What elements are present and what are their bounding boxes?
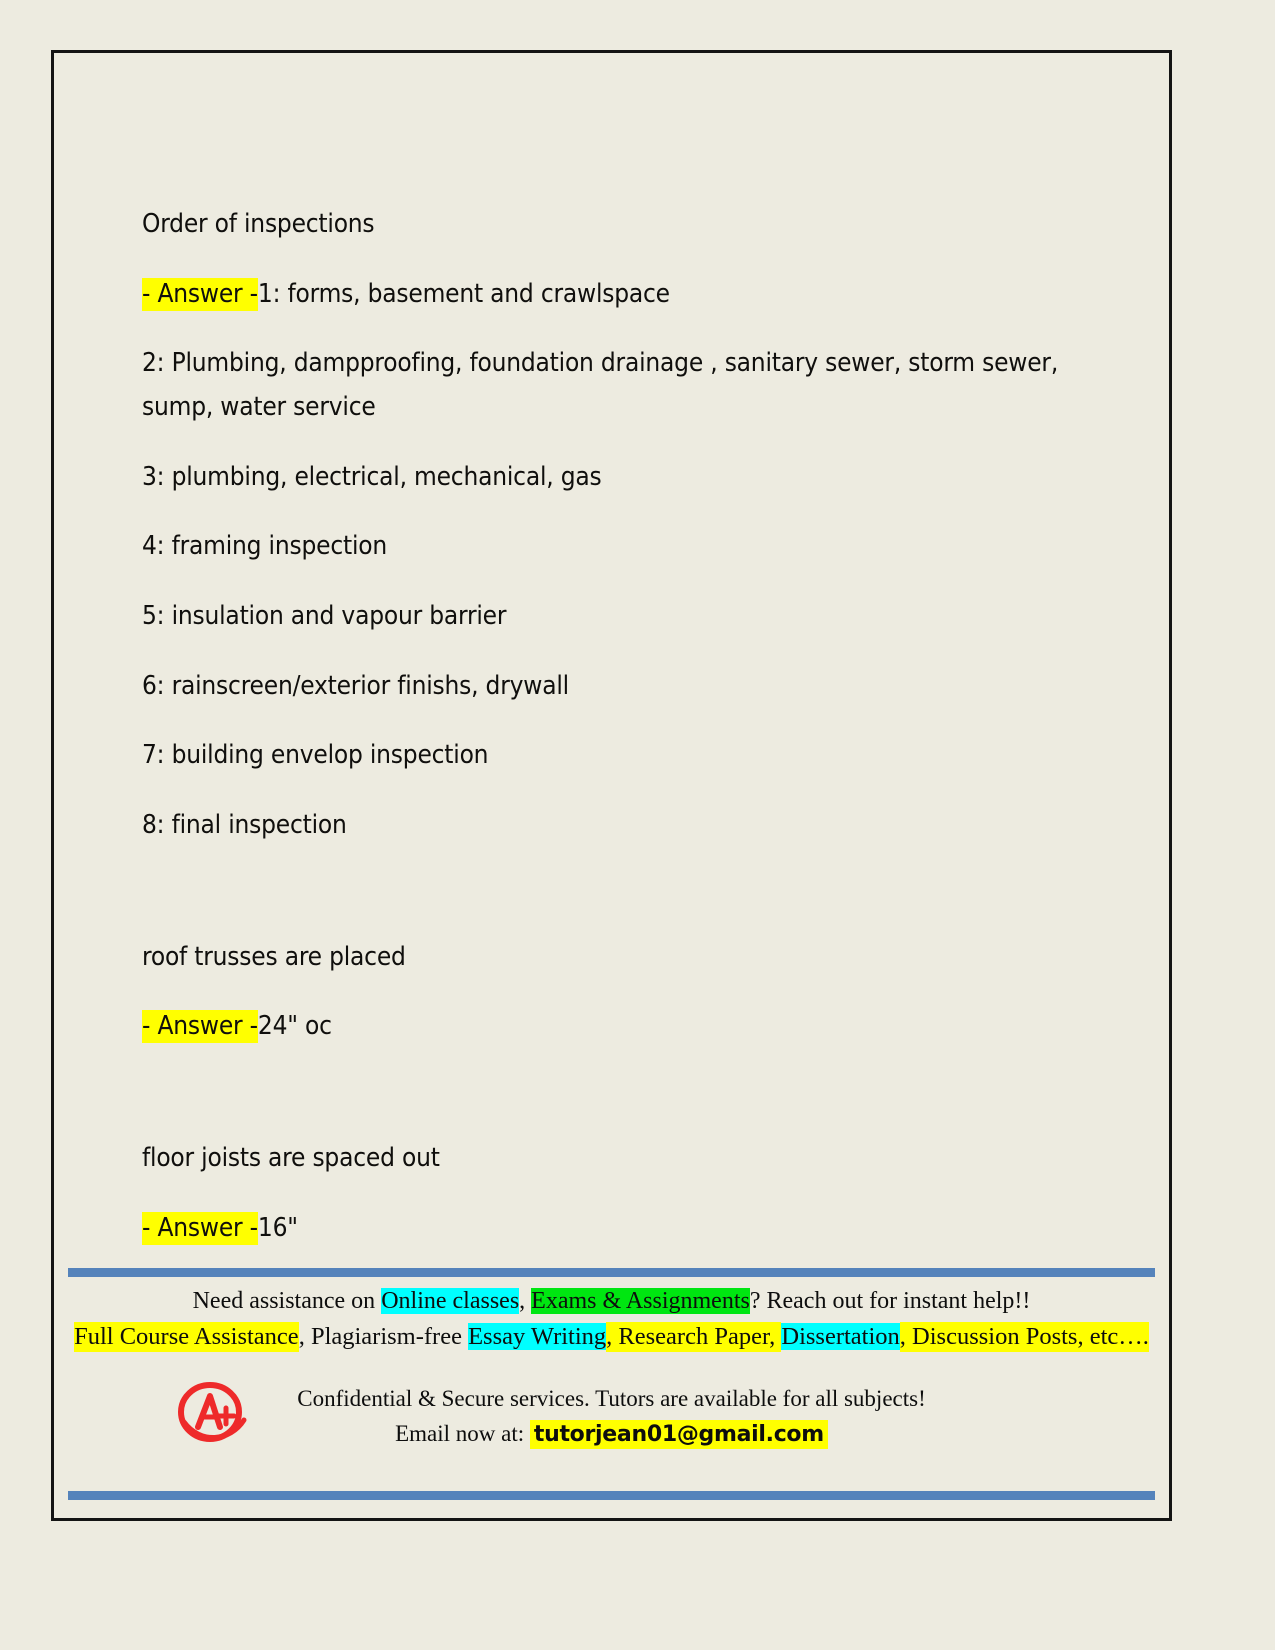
- footer-confidentiality-line: Confidential & Secure services. Tutors are available for all subjects!: [297, 1386, 926, 1411]
- section-spacer: [142, 874, 1102, 936]
- footer-text-reach-out: ? Reach out for instant help!!: [749, 1288, 1031, 1314]
- footer-highlight-exams-assignments: Exams & Assignments: [531, 1288, 750, 1314]
- answer-text: 24" oc: [257, 1011, 332, 1042]
- inspection-step-2: 2: Plumbing, dampproofing, foundation drainage , sanitary sewer, storm sewer, sump, water service: [142, 348, 1059, 423]
- footer-highlight-essay-writing: Essay Writing: [468, 1323, 607, 1350]
- inspection-step-7: 7: building envelop inspection: [142, 740, 489, 771]
- answer-label: - Answer -: [142, 1011, 258, 1042]
- footer-highlight-full-course-assistance: Full Course Assistance: [74, 1323, 299, 1350]
- answer-order-step-1: [142, 273, 1102, 317]
- question-roof-trusses: roof trusses are placed: [142, 941, 406, 972]
- question-text: Order of inspections: [142, 209, 375, 239]
- inspection-step-5: 5: insulation and vapour barrier: [142, 601, 507, 632]
- footer-text-plagiarism-free: , Plagiarism-free: [298, 1323, 469, 1350]
- answer-roof-trusses: [142, 1005, 1102, 1049]
- inspection-step-8: 8: final inspection: [142, 810, 347, 841]
- answer-label: - Answer -: [142, 278, 258, 309]
- email-prefix-label: Email now at:: [395, 1421, 525, 1446]
- email-address-link[interactable]: tutorjean01@gmail.com: [530, 1420, 828, 1449]
- inspection-step-4: 4: framing inspection: [142, 531, 387, 562]
- footer-text-comma: ,: [519, 1288, 532, 1314]
- footer-services-line: [54, 1288, 1169, 1315]
- footer-divider-top: [68, 1268, 1155, 1277]
- footer-offerings-line: [54, 1323, 1169, 1351]
- question-floor-joists: floor joists are spaced out: [142, 1143, 440, 1174]
- section-spacer: [142, 1075, 1102, 1137]
- footer-highlight-online-classes: Online classes: [381, 1288, 520, 1314]
- footer-highlight-research-paper: , Research Paper,: [606, 1323, 782, 1350]
- footer-email-line: [54, 1421, 1169, 1447]
- document-body: [142, 203, 1102, 1276]
- footer-divider-bottom: [68, 1491, 1155, 1500]
- document-page: [51, 50, 1172, 1521]
- footer-highlight-discussion-posts: , Discussion Posts, etc….: [899, 1323, 1149, 1350]
- answer-text: 1: forms, basement and crawlspace: [257, 278, 670, 309]
- footer-text-need-assistance: Need assistance on: [192, 1288, 382, 1314]
- footer-highlight-dissertation: Dissertation: [781, 1323, 900, 1350]
- promotional-footer: [54, 1246, 1169, 1518]
- answer-text: 16": [257, 1212, 298, 1243]
- inspection-step-3: 3: plumbing, electrical, mechanical, gas: [142, 461, 602, 492]
- inspection-step-6: 6: rainscreen/exterior finishs, drywall: [142, 670, 569, 701]
- answer-label: - Answer -: [142, 1212, 258, 1243]
- answer-floor-joists: [142, 1207, 1102, 1251]
- question-order-of-inspections: [142, 203, 1102, 247]
